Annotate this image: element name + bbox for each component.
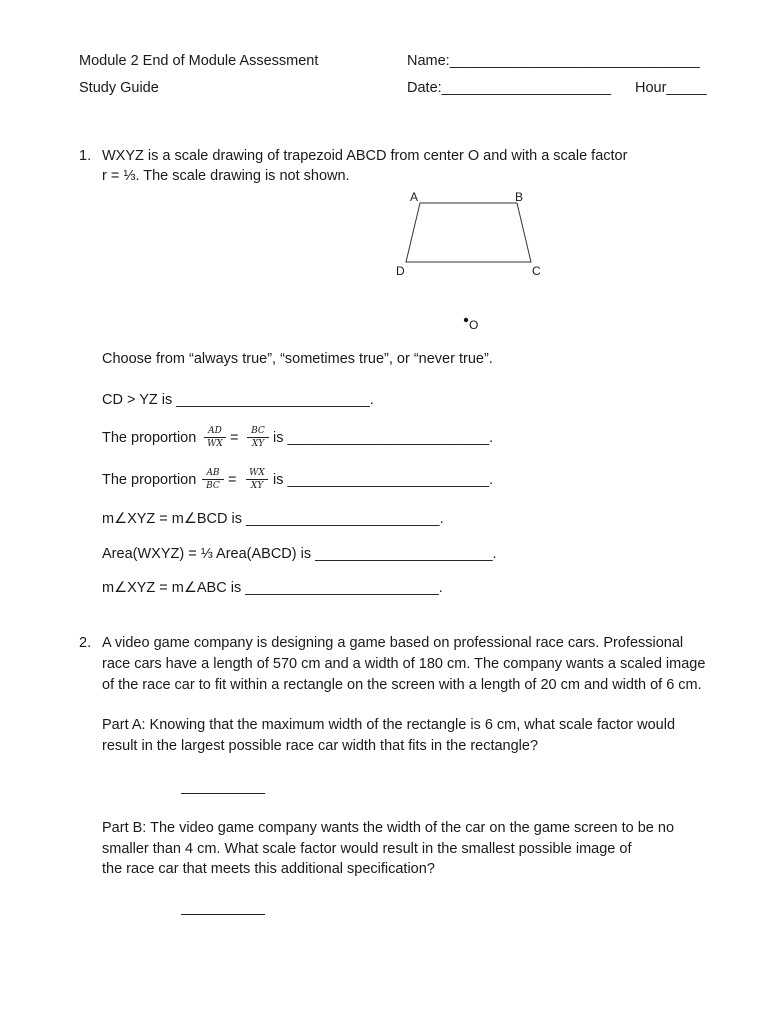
fraction-bar [246, 479, 268, 480]
vertex-label-c: C [532, 264, 541, 278]
q1-instructions: Choose from “always true”, “sometimes true”, or “never true”. [102, 351, 493, 367]
fraction-numerator: BC [251, 426, 265, 436]
q2-part-b-line-2: smaller than 4 cm. What scale factor would result in the smallest possible image of [102, 841, 632, 857]
fraction-bar [202, 479, 224, 480]
fraction-bar [204, 437, 226, 438]
hour-field: Hour_____ [635, 80, 707, 96]
study-guide-label: Study Guide [79, 80, 159, 96]
q1-statement-2-suffix: is _________________________. [273, 430, 494, 446]
q2-part-a-line-2: result in the largest possible race car width that fits in the rectangle? [102, 738, 539, 754]
date-field: Date:_____________________ [407, 80, 612, 96]
fraction-bar [247, 437, 269, 438]
q1-number: 1. [79, 148, 92, 164]
vertex-label-b: B [515, 190, 524, 204]
name-field: Name:_______________________________ [407, 53, 700, 69]
q1-statement-5: Area(WXYZ) = ⅓ Area(ABCD) is ______________________. [102, 546, 497, 562]
q2-part-a-line-1: Part A: Knowing that the maximum width of the rectangle is 6 cm, what scale factor would [102, 717, 676, 733]
equals-sign: = [228, 472, 237, 488]
q1-statement-4: m∠XYZ = m∠BCD is ________________________. [102, 511, 444, 527]
q1-statement-6: m∠XYZ = m∠ABC is ________________________. [102, 580, 443, 596]
part-a-answer-line[interactable] [181, 793, 265, 794]
vertex-label-a: A [410, 190, 419, 204]
fraction-numerator: AD [208, 426, 222, 436]
center-label-o: O [469, 318, 479, 332]
center-point-o [464, 318, 468, 322]
q2-part-b-line-1: Part B: The video game company wants the width of the car on the game screen to be no [102, 820, 675, 836]
fraction-denominator: XY [250, 481, 264, 491]
vertex-label-d: D [396, 264, 405, 278]
q2-line-1: A video game company is designing a game based on professional race cars. Professional [102, 635, 684, 651]
q2-part-b-line-3: the race car that meets this additional specification? [102, 861, 435, 877]
q1-line-2: r = ⅓. The scale drawing is not shown. [102, 168, 350, 184]
q1-statement-2-prefix: The proportion [102, 430, 197, 446]
fraction-denominator: BC [206, 481, 220, 491]
q1-statement-1: CD > YZ is ________________________. [102, 392, 374, 408]
q1-line-1: WXYZ is a scale drawing of trapezoid ABCD from center O and with a scale factor [102, 148, 628, 164]
equals-sign: = [230, 430, 239, 446]
assessment-title: Module 2 End of Module Assessment [79, 53, 319, 69]
q2-number: 2. [79, 635, 92, 651]
q2-line-3: of the race car to fit within a rectangle on the screen with a length of 20 cm and width of 6 cm. [102, 677, 702, 693]
trapezoid-abcd [406, 203, 531, 262]
fraction-numerator: AB [206, 468, 220, 478]
fraction-numerator: WX [249, 468, 265, 478]
q2-line-2: race cars have a length of 570 cm and a width of 180 cm. The company wants a scaled image [102, 656, 706, 672]
part-b-answer-line[interactable] [181, 914, 265, 915]
fraction-denominator: XY [251, 439, 265, 449]
q1-statement-3-suffix: is _________________________. [273, 472, 494, 488]
q1-statement-3-prefix: The proportion [102, 472, 197, 488]
fraction-denominator: WX [207, 439, 223, 449]
